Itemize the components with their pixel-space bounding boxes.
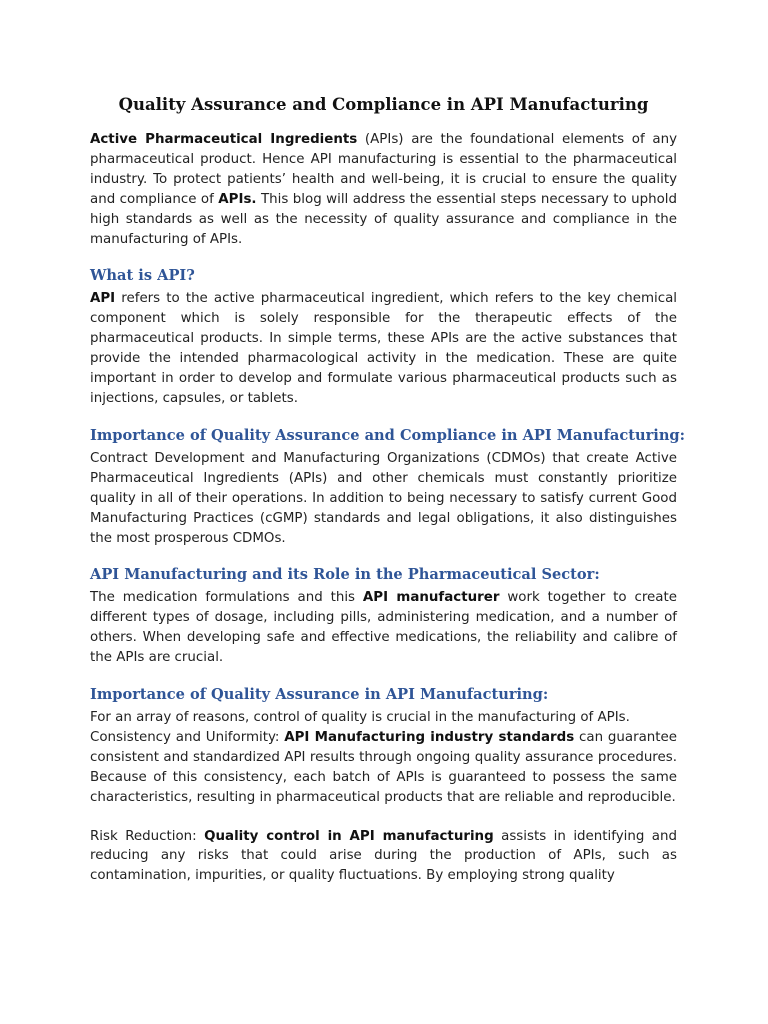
section-paragraph-role-in-sector [90,588,677,668]
paragraph-text: Contract Development and Manufacturing Organizations (CDMOs) that create Active Pharmaceutical Ingredients (APIs) and other chemicals must constantly prioritize quality in all of their operations. In addition to being necessary to satisfy current Good Manufacturing Practices (cGMP) standards and legal obligations, it also distinguishes the most prosperous CDMOs. [90,450,677,546]
bold-term: Quality control in API manufacturing [204,828,494,844]
document-page [90,92,686,886]
paragraph-text: Risk Reduction: [90,828,205,844]
bold-term: API [90,291,116,307]
section-heading-qa-importance: Importance of Quality Assurance in API Manufacturing: [90,686,549,704]
section-line-intro: For an array of reasons, control of quality is crucial in the manufacturing of APIs. [90,710,630,726]
paragraph-text: assists in identifying and reducing any risks that could arise during the production of APIs, such as contamination, impurities, or quality fluctuations. By employing strong quality [90,828,677,884]
bold-term: APIs. [218,191,257,207]
paragraph-text: The medication formulations and this [90,590,363,606]
paragraph-text: Consistency and Uniformity: [90,729,285,745]
document-title: Quality Assurance and Compliance in API Manufacturing [118,95,649,114]
intro-paragraph [90,130,677,249]
bold-term: API manufacturer [362,590,500,606]
section-paragraph-what-is-api [90,289,677,408]
bold-term: Active Pharmaceutical Ingredients [90,132,358,147]
section-heading-role-in-sector: API Manufacturing and its Role in the Pharmaceutical Sector: [90,566,600,584]
bold-term: API Manufacturing industry standards [284,729,575,745]
paragraph-text: (APIs) are the foundational elements of any pharmaceutical product. Hence API manufacturing is essential to the pharmaceutical industry. To protect patients’ health and well-being, it is crucial to ensure the quality and compliance of [90,132,677,207]
paragraph-gap [90,808,677,827]
paragraph-text: refers to the active pharmaceutical ingredient, which refers to the key chemical component which is solely responsible for the therapeutic effects of the pharmaceutical products. In simple terms, these APIs are the active substances that provide the intended pharmacological activity in the medication. These are quite important in order to develop and formulate various pharmaceutical products such as injections, capsules, or tablets. [90,291,677,406]
section-paragraph-risk-reduction [90,827,677,887]
section-paragraph-qa-compliance [90,449,677,549]
paragraph-text: This blog will address the essential steps necessary to uphold high standards as well as the necessity of quality assurance and compliance in the manufacturing of APIs. [90,191,677,247]
paragraph-text: work together to create different types of dosage, including pills, administering medication, and a number of others. When developing safe and effective medications, the reliability and calibre of the APIs are crucial. [90,590,677,666]
paragraph-text: can guarantee consistent and standardized API results through ongoing quality assurance procedures. Because of this consistency, each batch of APIs is guaranteed to possess the same characteristics, resulting in pharmaceutical products that are reliable and reproducible. [90,729,677,805]
section-heading-qa-compliance: Importance of Quality Assurance and Compliance in API Manufacturing: [90,426,686,444]
section-paragraph-consistency [90,728,677,808]
section-heading-what-is-api: What is API? [90,267,195,285]
